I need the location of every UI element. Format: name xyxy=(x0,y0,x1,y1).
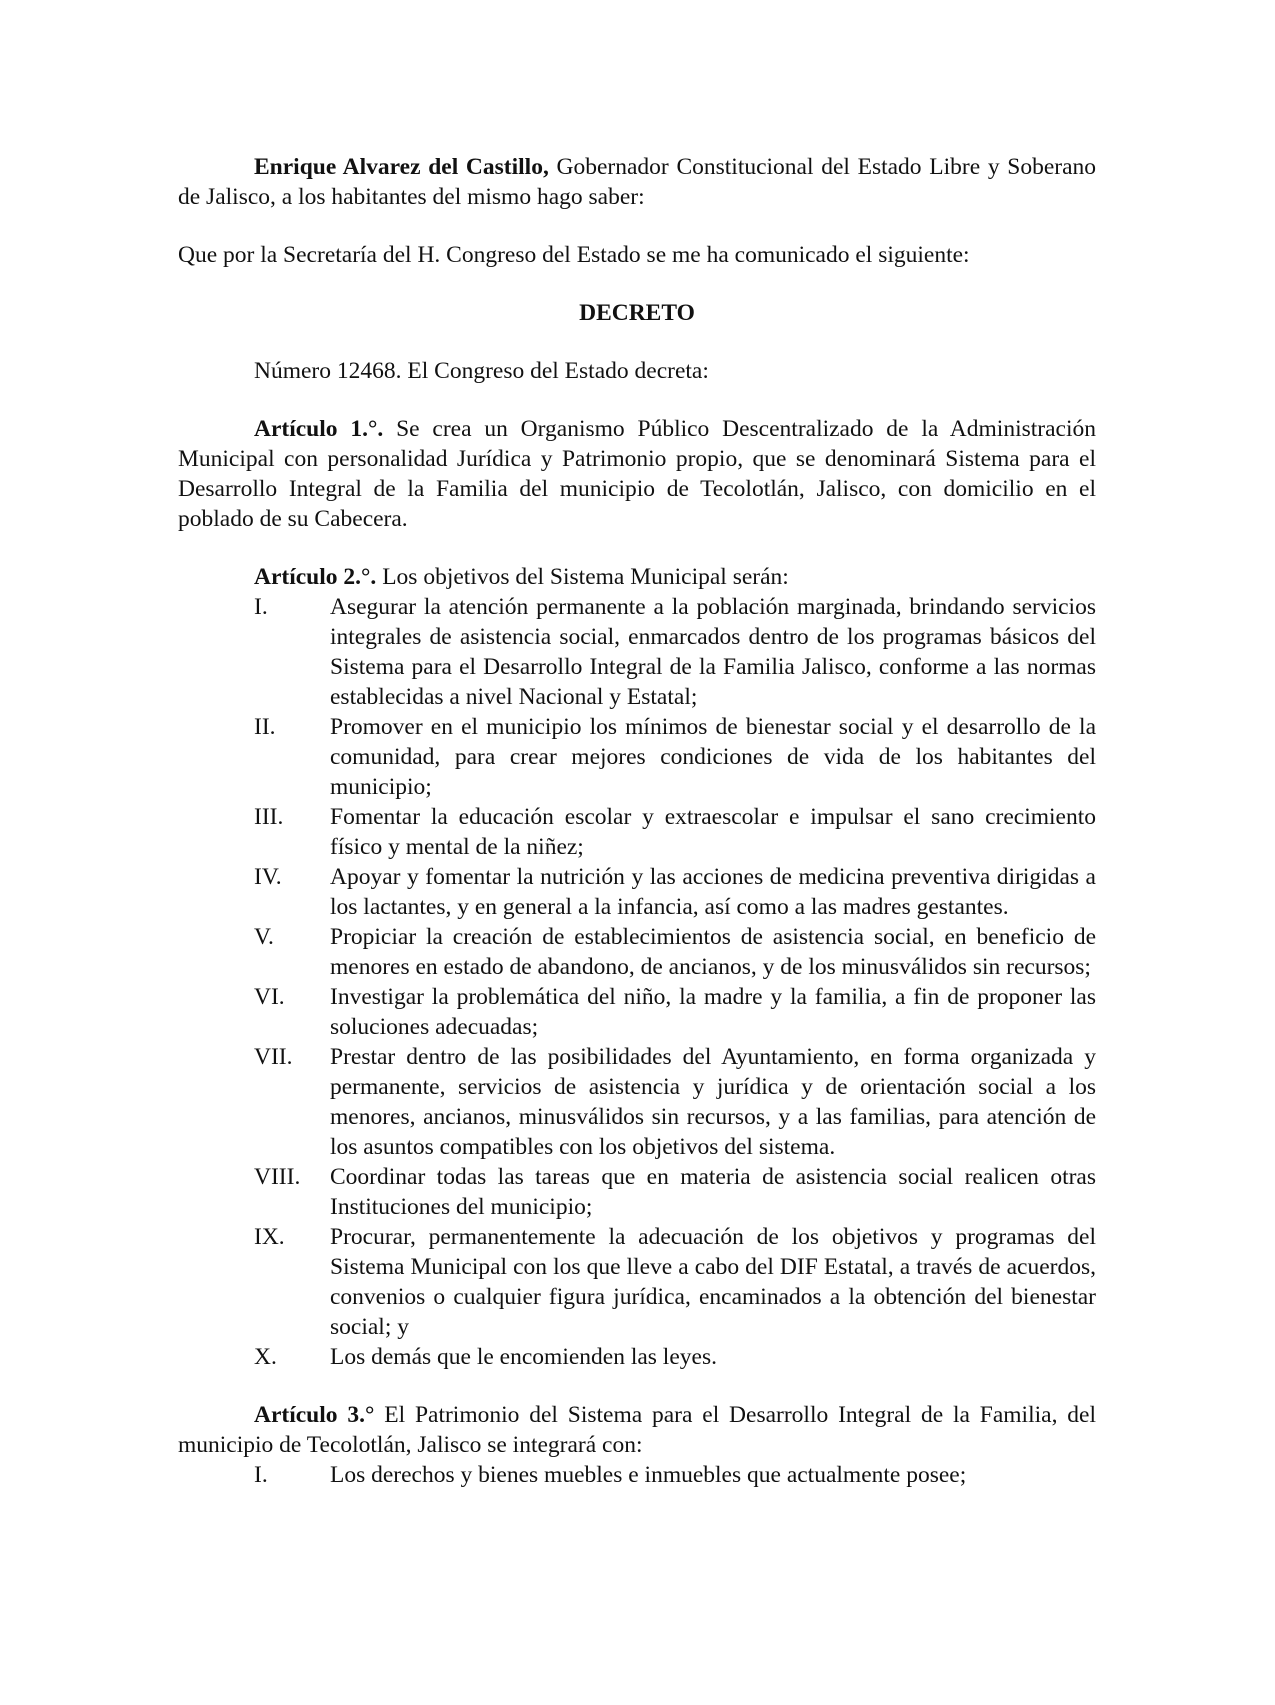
item-text: Procurar, permanentemente la adecuación de los objetivos y programas del Sistema Municipal con los que lleve a cabo del DIF Estatal, a través de acuerdos, convenios o cualquier figura jurídica, encaminados a la obtención del bienestar social; y xyxy=(330,1224,1096,1340)
item-number: VI. xyxy=(254,984,285,1010)
item-number: I. xyxy=(254,594,268,620)
item-number: V. xyxy=(254,924,274,950)
list-item xyxy=(178,922,1096,982)
article-3-label: Artículo 3.° xyxy=(254,1402,375,1428)
intro-paragraph xyxy=(178,152,1096,212)
item-text: Coordinar todas las tareas que en materia de asistencia social realicen otras Instituciones del municipio; xyxy=(330,1164,1096,1220)
article-3 xyxy=(178,1400,1096,1460)
decree-number: Número 12468. El Congreso del Estado decreta: xyxy=(254,358,709,384)
list-item xyxy=(178,592,1096,712)
article-1-label: Artículo 1.°. xyxy=(254,416,384,442)
article-3-text: El Patrimonio del Sistema para el Desarrollo Integral de la Familia, del municipio de Tecolotlán, Jalisco se integrará con: xyxy=(178,1402,1096,1458)
list-item xyxy=(178,1460,1096,1490)
list-item xyxy=(178,1222,1096,1342)
item-text: Apoyar y fomentar la nutrición y las acciones de medicina preventiva dirigidas a los lactantes, y en general a la infancia, así como a las madres gestantes. xyxy=(330,864,1096,920)
article-2-text: Los objetivos del Sistema Municipal serán: xyxy=(376,564,789,590)
item-number: VII. xyxy=(254,1044,293,1070)
list-item xyxy=(178,712,1096,802)
article-1-text: Se crea un Organismo Público Descentralizado de la Administración Municipal con personalidad Jurídica y Patrimonio propio, que se denominará Sistema para el Desarrollo Integral de la Familia del municipio de Tecolotlán, Jalisco, con domicilio en el poblado de su Cabecera. xyxy=(178,416,1096,532)
item-number: I. xyxy=(254,1462,268,1488)
intro-text: Gobernador Constitucional del Estado Libre y Soberano de Jalisco, a los habitantes del mismo hago saber: xyxy=(178,154,1097,210)
item-text: Prestar dentro de las posibilidades del Ayuntamiento, en forma organizada y permanente, servicios de asistencia y jurídica y de orientación social a los menores, ancianos, minusválidos sin recursos, y a las familias, para atención de los asuntos compatibles con los objetivos del sistema. xyxy=(330,1044,1096,1160)
list-item xyxy=(178,1342,1096,1372)
item-text: Asegurar la atención permanente a la población marginada, brindando servicios integrales de asistencia social, enmarcados dentro de los programas básicos del Sistema para el Desarrollo Integral de la Familia Jalisco, conforme a las normas establecidas a nivel Nacional y Estatal; xyxy=(330,594,1096,710)
list-item xyxy=(178,1042,1096,1162)
decree-title: DECRETO xyxy=(579,300,695,326)
communication-paragraph: Que por la Secretaría del H. Congreso del Estado se me ha comunicado el siguiente: xyxy=(178,242,970,268)
item-number: VIII. xyxy=(254,1164,301,1190)
item-number: X. xyxy=(254,1344,277,1370)
list-item xyxy=(178,802,1096,862)
document-page xyxy=(178,152,1096,1490)
governor-name: Enrique Alvarez del Castillo, xyxy=(254,154,549,180)
item-number: IX. xyxy=(254,1224,285,1250)
item-number: II. xyxy=(254,714,276,740)
item-text: Los demás que le encomienden las leyes. xyxy=(330,1344,717,1370)
article-2-list xyxy=(178,592,1096,1372)
item-text: Fomentar la educación escolar y extraescolar e impulsar el sano crecimiento físico y mental de la niñez; xyxy=(330,804,1096,860)
article-2-label: Artículo 2.°. xyxy=(254,564,377,590)
item-number: III. xyxy=(254,804,284,830)
item-number: IV. xyxy=(254,864,282,890)
item-text: Promover en el municipio los mínimos de bienestar social y el desarrollo de la comunidad, para crear mejores condiciones de vida de los habitantes del municipio; xyxy=(330,714,1096,800)
item-text: Investigar la problemática del niño, la madre y la familia, a fin de proponer las soluciones adecuadas; xyxy=(330,984,1096,1040)
list-item xyxy=(178,1162,1096,1222)
item-text: Los derechos y bienes muebles e inmuebles que actualmente posee; xyxy=(330,1462,967,1488)
article-2 xyxy=(178,562,1096,592)
article-3-list xyxy=(178,1460,1096,1490)
item-text: Propiciar la creación de establecimientos de asistencia social, en beneficio de menores en estado de abandono, de ancianos, y de los minusválidos sin recursos; xyxy=(330,924,1096,980)
list-item xyxy=(178,862,1096,922)
list-item xyxy=(178,982,1096,1042)
article-1 xyxy=(178,414,1096,534)
